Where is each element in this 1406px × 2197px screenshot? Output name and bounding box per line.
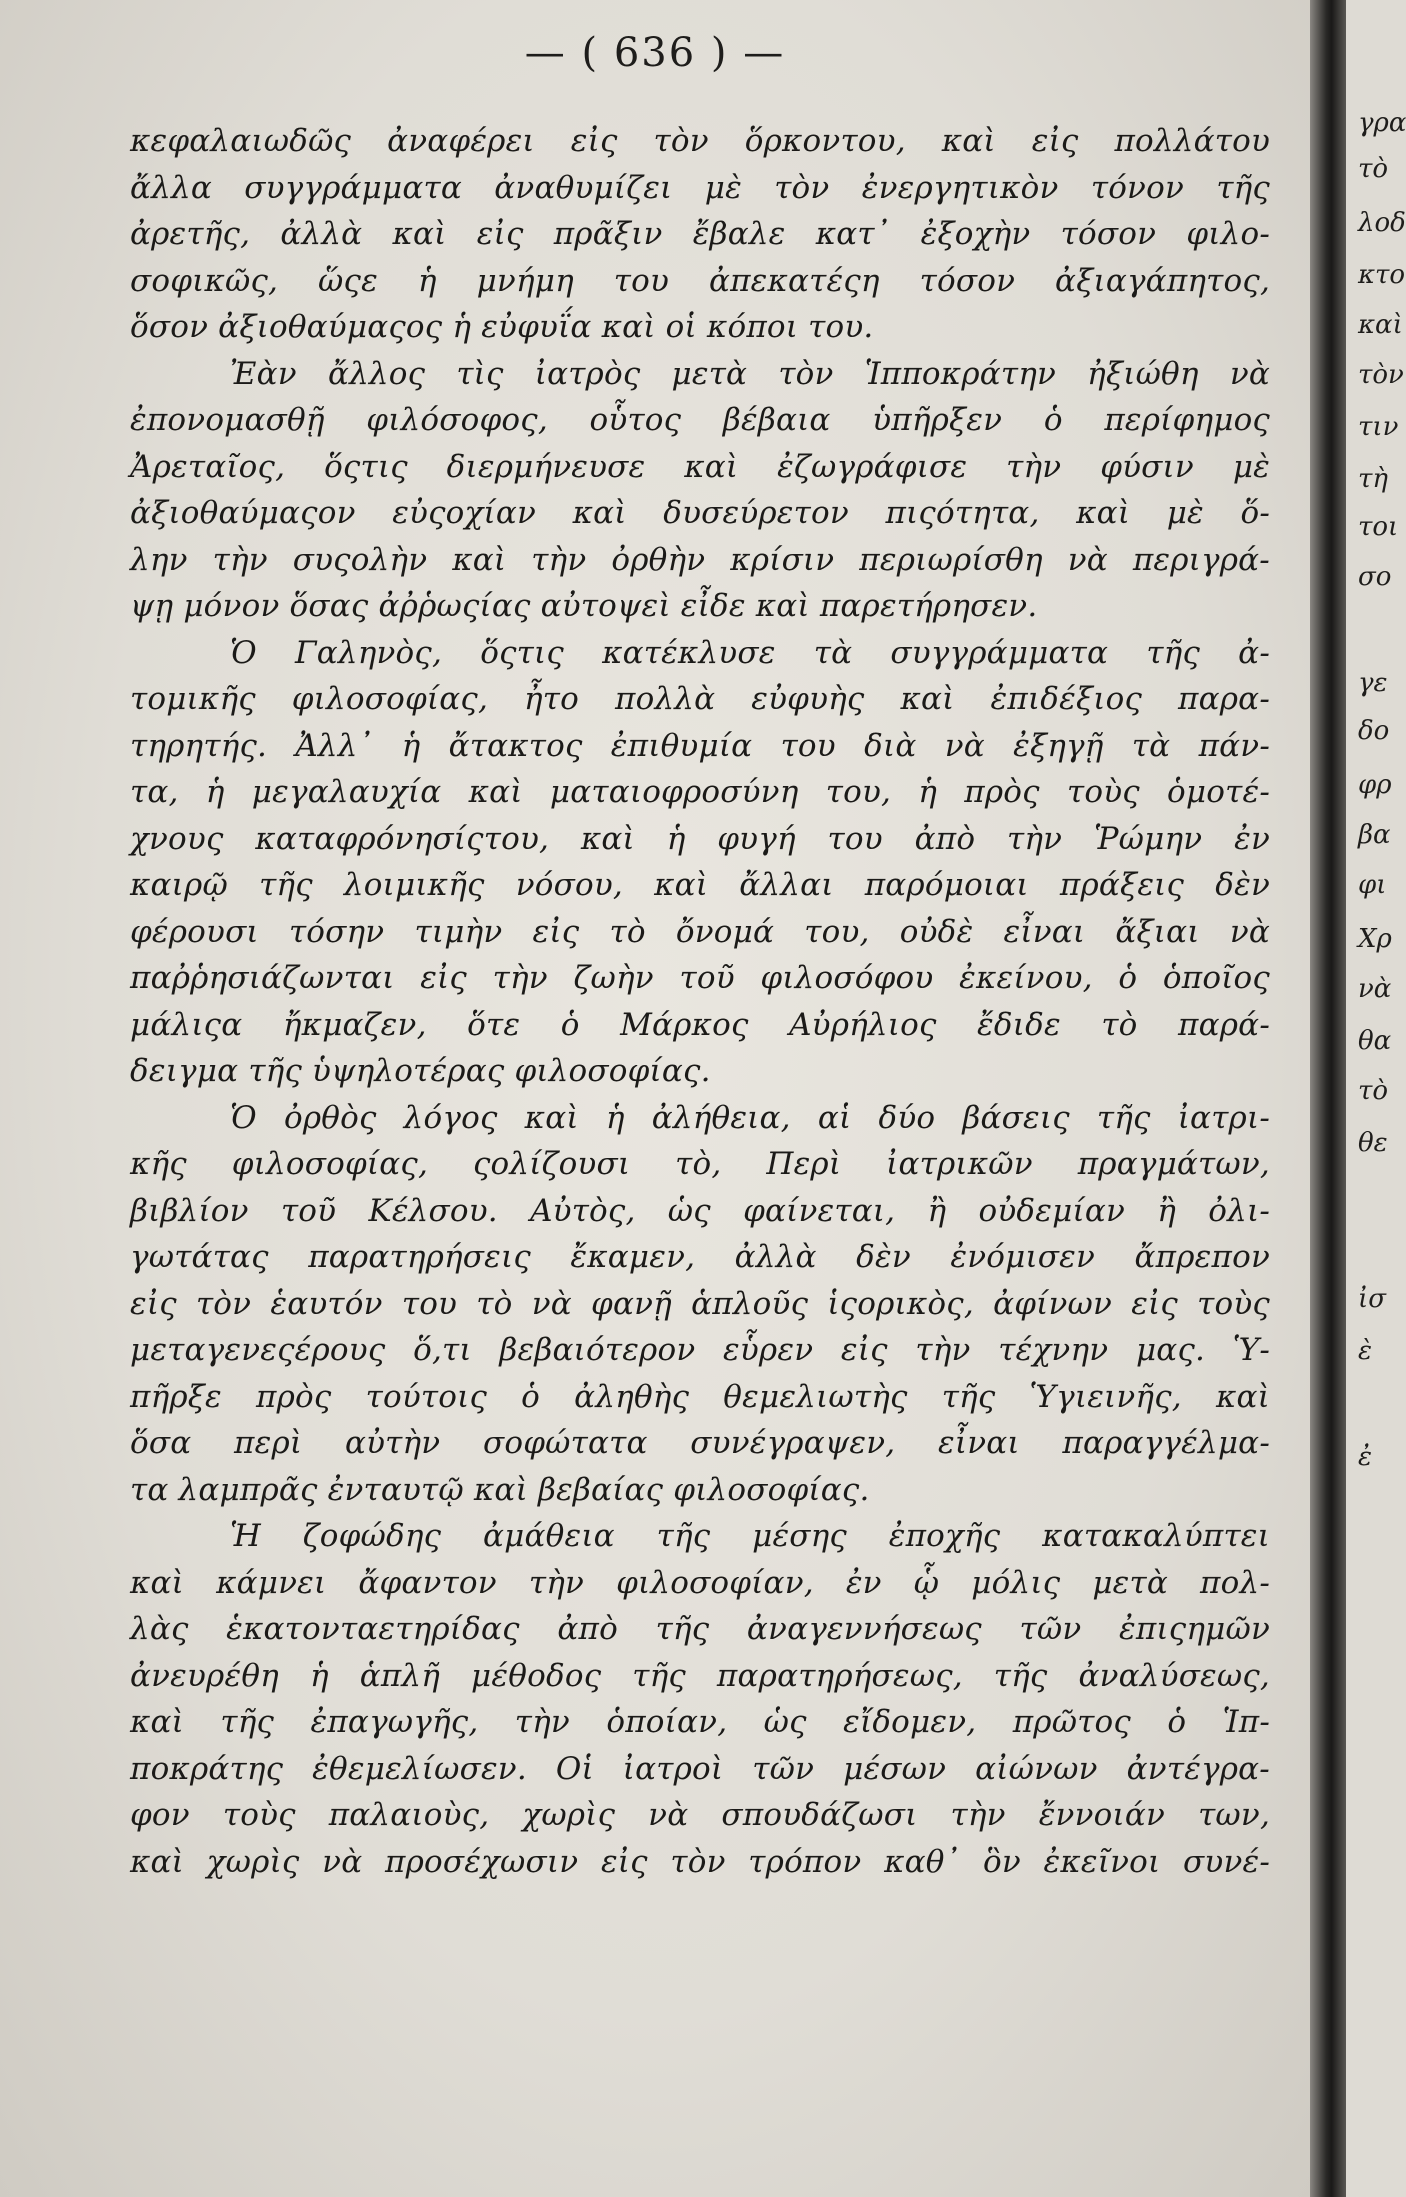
- text-line: μάλιςα ἤκμαζεν, ὅτε ὁ Μάρκος Αὐρήλιος ἔδιδε τὸ παρά-: [130, 1006, 1270, 1043]
- text-line: ποκράτης ἐθεμελίωσεν. Οἱ ἰατροὶ τῶν μέσων αἰώνων ἀντέγρα-: [130, 1750, 1270, 1787]
- text-line: τα λαμπρᾶς ἐνταυτῷ καὶ βεβαίας φιλοσοφίας.: [130, 1471, 870, 1508]
- text-line: Ἐὰν ἄλλος τὶς ἰατρὸς μετὰ τὸν Ἱπποκράτην ἠξιώθη νὰ: [230, 355, 1270, 392]
- adjacent-page-fragment: ἰσ: [1358, 1284, 1386, 1314]
- adjacent-page-fragment: φι: [1358, 870, 1387, 900]
- adjacent-page-fragment: ὲ: [1358, 1336, 1372, 1366]
- text-line: κεφαλαιωδῶς ἀναφέρει εἰς τὸν ὅρκοντου, καὶ εἰς πολλάτου: [130, 123, 1270, 159]
- text-line: τηρητής. Ἀλλ᾽ ἡ ἄτακτος ἐπιθυμία του διὰ νὰ ἐξηγῇ τὰ πάν-: [130, 727, 1270, 764]
- adjacent-page-fragment: λοδ: [1358, 208, 1406, 238]
- adjacent-page-edge: [1346, 0, 1406, 2197]
- adjacent-page-fragment: γρα: [1358, 108, 1406, 138]
- text-line: ἄλλα συγγράμματα ἀναθυμίζει μὲ τὸν ἐνεργητικὸν τόνον τῆς: [130, 169, 1270, 206]
- adjacent-page-fragment: δο: [1358, 716, 1390, 746]
- text-line: κῆς φιλοσοφίας, ςολίζουσι τὸ, Περὶ ἰατρικῶν πραγμάτων,: [130, 1146, 1270, 1182]
- text-line: λην τὴν συςολὴν καὶ τὴν ὀρθὴν κρίσιν περιωρίσθη νὰ περιγρά-: [130, 541, 1270, 578]
- text-line: καὶ κάμνει ἄφαντον τὴν φιλοσοφίαν, ἐν ᾧ μόλις μετὰ πολ-: [130, 1564, 1270, 1601]
- text-line: εἰς τὸν ἑαυτόν του τὸ νὰ φανῇ ἁπλοῦς ἱςορικὸς, ἀφίνων εἰς τοὺς: [130, 1285, 1270, 1322]
- text-line: τομικῆς φιλοσοφίας, ἦτο πολλὰ εὐφυὴς καὶ ἐπιδέξιος παρα-: [130, 681, 1270, 717]
- adjacent-page-fragment: τοι: [1358, 512, 1399, 542]
- text-line: ἀνευρέθη ἡ ἁπλῆ μέθοδος τῆς παρατηρήσεως, τῆς ἀναλύσεως,: [130, 1657, 1270, 1694]
- book-gutter: [1310, 0, 1346, 2197]
- text-line: ψῃ μόνον ὅσας ἀῤῥωςίας αὐτοψεὶ εἶδε καὶ παρετήρησεν.: [130, 588, 1038, 624]
- text-line: Ὁ ὀρθὸς λόγος καὶ ἡ ἀλήθεια, αἱ δύο βάσεις τῆς ἰατρι-: [230, 1099, 1270, 1136]
- text-line: δειγμα τῆς ὑψηλοτέρας φιλοσοφίας.: [130, 1053, 711, 1089]
- adjacent-page-fragment: Χρ: [1358, 924, 1392, 954]
- adjacent-page-fragment: θα: [1358, 1026, 1392, 1056]
- text-line: βιβλίον τοῦ Κέλσου. Αὐτὸς, ὡς φαίνεται, ἢ οὐδεμίαν ἢ ὀλι-: [130, 1192, 1270, 1229]
- text-line: τα, ἡ μεγαλαυχία καὶ ματαιοφροσύνη του, ἡ πρὸς τοὺς ὁμοτέ-: [130, 774, 1270, 810]
- adjacent-page-fragment: τιν: [1358, 412, 1399, 442]
- adjacent-page-fragment: τὸ: [1358, 154, 1389, 184]
- text-line: Ἀρεταῖος, ὅςτις διερμήνευσε καὶ ἐζωγράφισε τὴν φύσιν μὲ: [130, 448, 1270, 485]
- text-line: φέρουσι τόσην τιμὴν εἰς τὸ ὄνομά του, οὐδὲ εἶναι ἄξιαι νὰ: [130, 913, 1270, 950]
- adjacent-page-fragment: κτο: [1358, 260, 1406, 290]
- adjacent-page-fragment: γε: [1358, 668, 1388, 698]
- text-line: ἀρετῆς, ἀλλὰ καὶ εἰς πρᾶξιν ἔβαλε κατ᾽ ἐξοχὴν τόσον φιλο-: [130, 216, 1270, 252]
- text-line: σοφικῶς, ὥςε ἡ μνήμη του ἀπεκατέςη τόσον ἀξιαγάπητος,: [130, 262, 1270, 299]
- text-line: ὅσον ἀξιοθαύμαςος ἡ εὐφυΐα καὶ οἱ κόποι του.: [130, 309, 874, 345]
- text-line: λὰς ἑκατονταετηρίδας ἀπὸ τῆς ἀναγεννήσεως τῶν ἐπιςημῶν: [130, 1611, 1270, 1647]
- body-text: [130, 118, 1270, 1885]
- text-line: φον τοὺς παλαιοὺς, χωρὶς νὰ σπουδάζωσι τὴν ἔννοιάν των,: [130, 1797, 1270, 1833]
- page-number-header: — ( 636 ) —: [524, 30, 786, 76]
- adjacent-page-fragment: σο: [1358, 562, 1392, 592]
- adjacent-page-fragment: θε: [1358, 1128, 1388, 1158]
- text-line: καὶ χωρὶς νὰ προσέχωσιν εἰς τὸν τρόπον καθ᾽ ὃν ἐκεῖνοι συνέ-: [130, 1843, 1270, 1880]
- text-line: καὶ τῆς ἐπαγωγῆς, τὴν ὁποίαν, ὡς εἴδομεν, πρῶτος ὁ Ἱπ-: [130, 1704, 1270, 1740]
- adjacent-page-fragment: βα: [1358, 820, 1391, 850]
- adjacent-page-fragment: νὰ: [1358, 974, 1392, 1004]
- text-line: παῤῥησιάζωνται εἰς τὴν ζωὴν τοῦ φιλοσόφου ἐκείνου, ὁ ὁποῖος: [130, 960, 1270, 996]
- text-line: χνους καταφρόνησίςτου, καὶ ἡ φυγή του ἀπὸ τὴν Ῥώμην ἐν: [130, 820, 1270, 857]
- text-line: μεταγενεςέρους ὅ,τι βεβαιότερον εὗρεν εἰς τὴν τέχνην μας. Ὑ-: [130, 1332, 1270, 1368]
- text-line: πῆρξε πρὸς τούτοις ὁ ἀληθὴς θεμελιωτὴς τῆς Ὑγιεινῆς, καὶ: [130, 1378, 1270, 1415]
- text-line: ἀξιοθαύμαςον εὐςοχίαν καὶ δυσεύρετον πιςότητα, καὶ μὲ ὅ-: [130, 495, 1270, 531]
- text-line: ἐπονομασθῇ φιλόσοφος, οὗτος βέβαια ὑπῆρξεν ὁ περίφημος: [130, 402, 1270, 438]
- adjacent-page-fragment: τὴ: [1358, 464, 1388, 494]
- text-line: καιρῷ τῆς λοιμικῆς νόσου, καὶ ἄλλαι παρόμοιαι πράξεις δὲν: [130, 867, 1270, 903]
- text-line: γωτάτας παρατηρήσεις ἔκαμεν, ἀλλὰ δὲν ἐνόμισεν ἄπρεπον: [130, 1239, 1270, 1275]
- text-line: ὅσα περὶ αὐτὴν σοφώτατα συνέγραψεν, εἶναι παραγγέλμα-: [130, 1425, 1270, 1461]
- adjacent-page-fragment: ἐ: [1358, 1442, 1372, 1472]
- adjacent-page-fragment: φρ: [1358, 770, 1392, 800]
- adjacent-page-fragment: τὸν: [1358, 360, 1404, 390]
- adjacent-page-fragment: τὸ: [1358, 1076, 1389, 1106]
- text-line: Ἡ ζοφώδης ἀμάθεια τῆς μέσης ἐποχῆς κατακαλύπτει: [230, 1518, 1270, 1554]
- text-line: Ὁ Γαληνὸς, ὅςτις κατέκλυσε τὰ συγγράμματα τῆς ἀ-: [230, 634, 1270, 671]
- adjacent-page-fragment: καὶ: [1358, 310, 1403, 340]
